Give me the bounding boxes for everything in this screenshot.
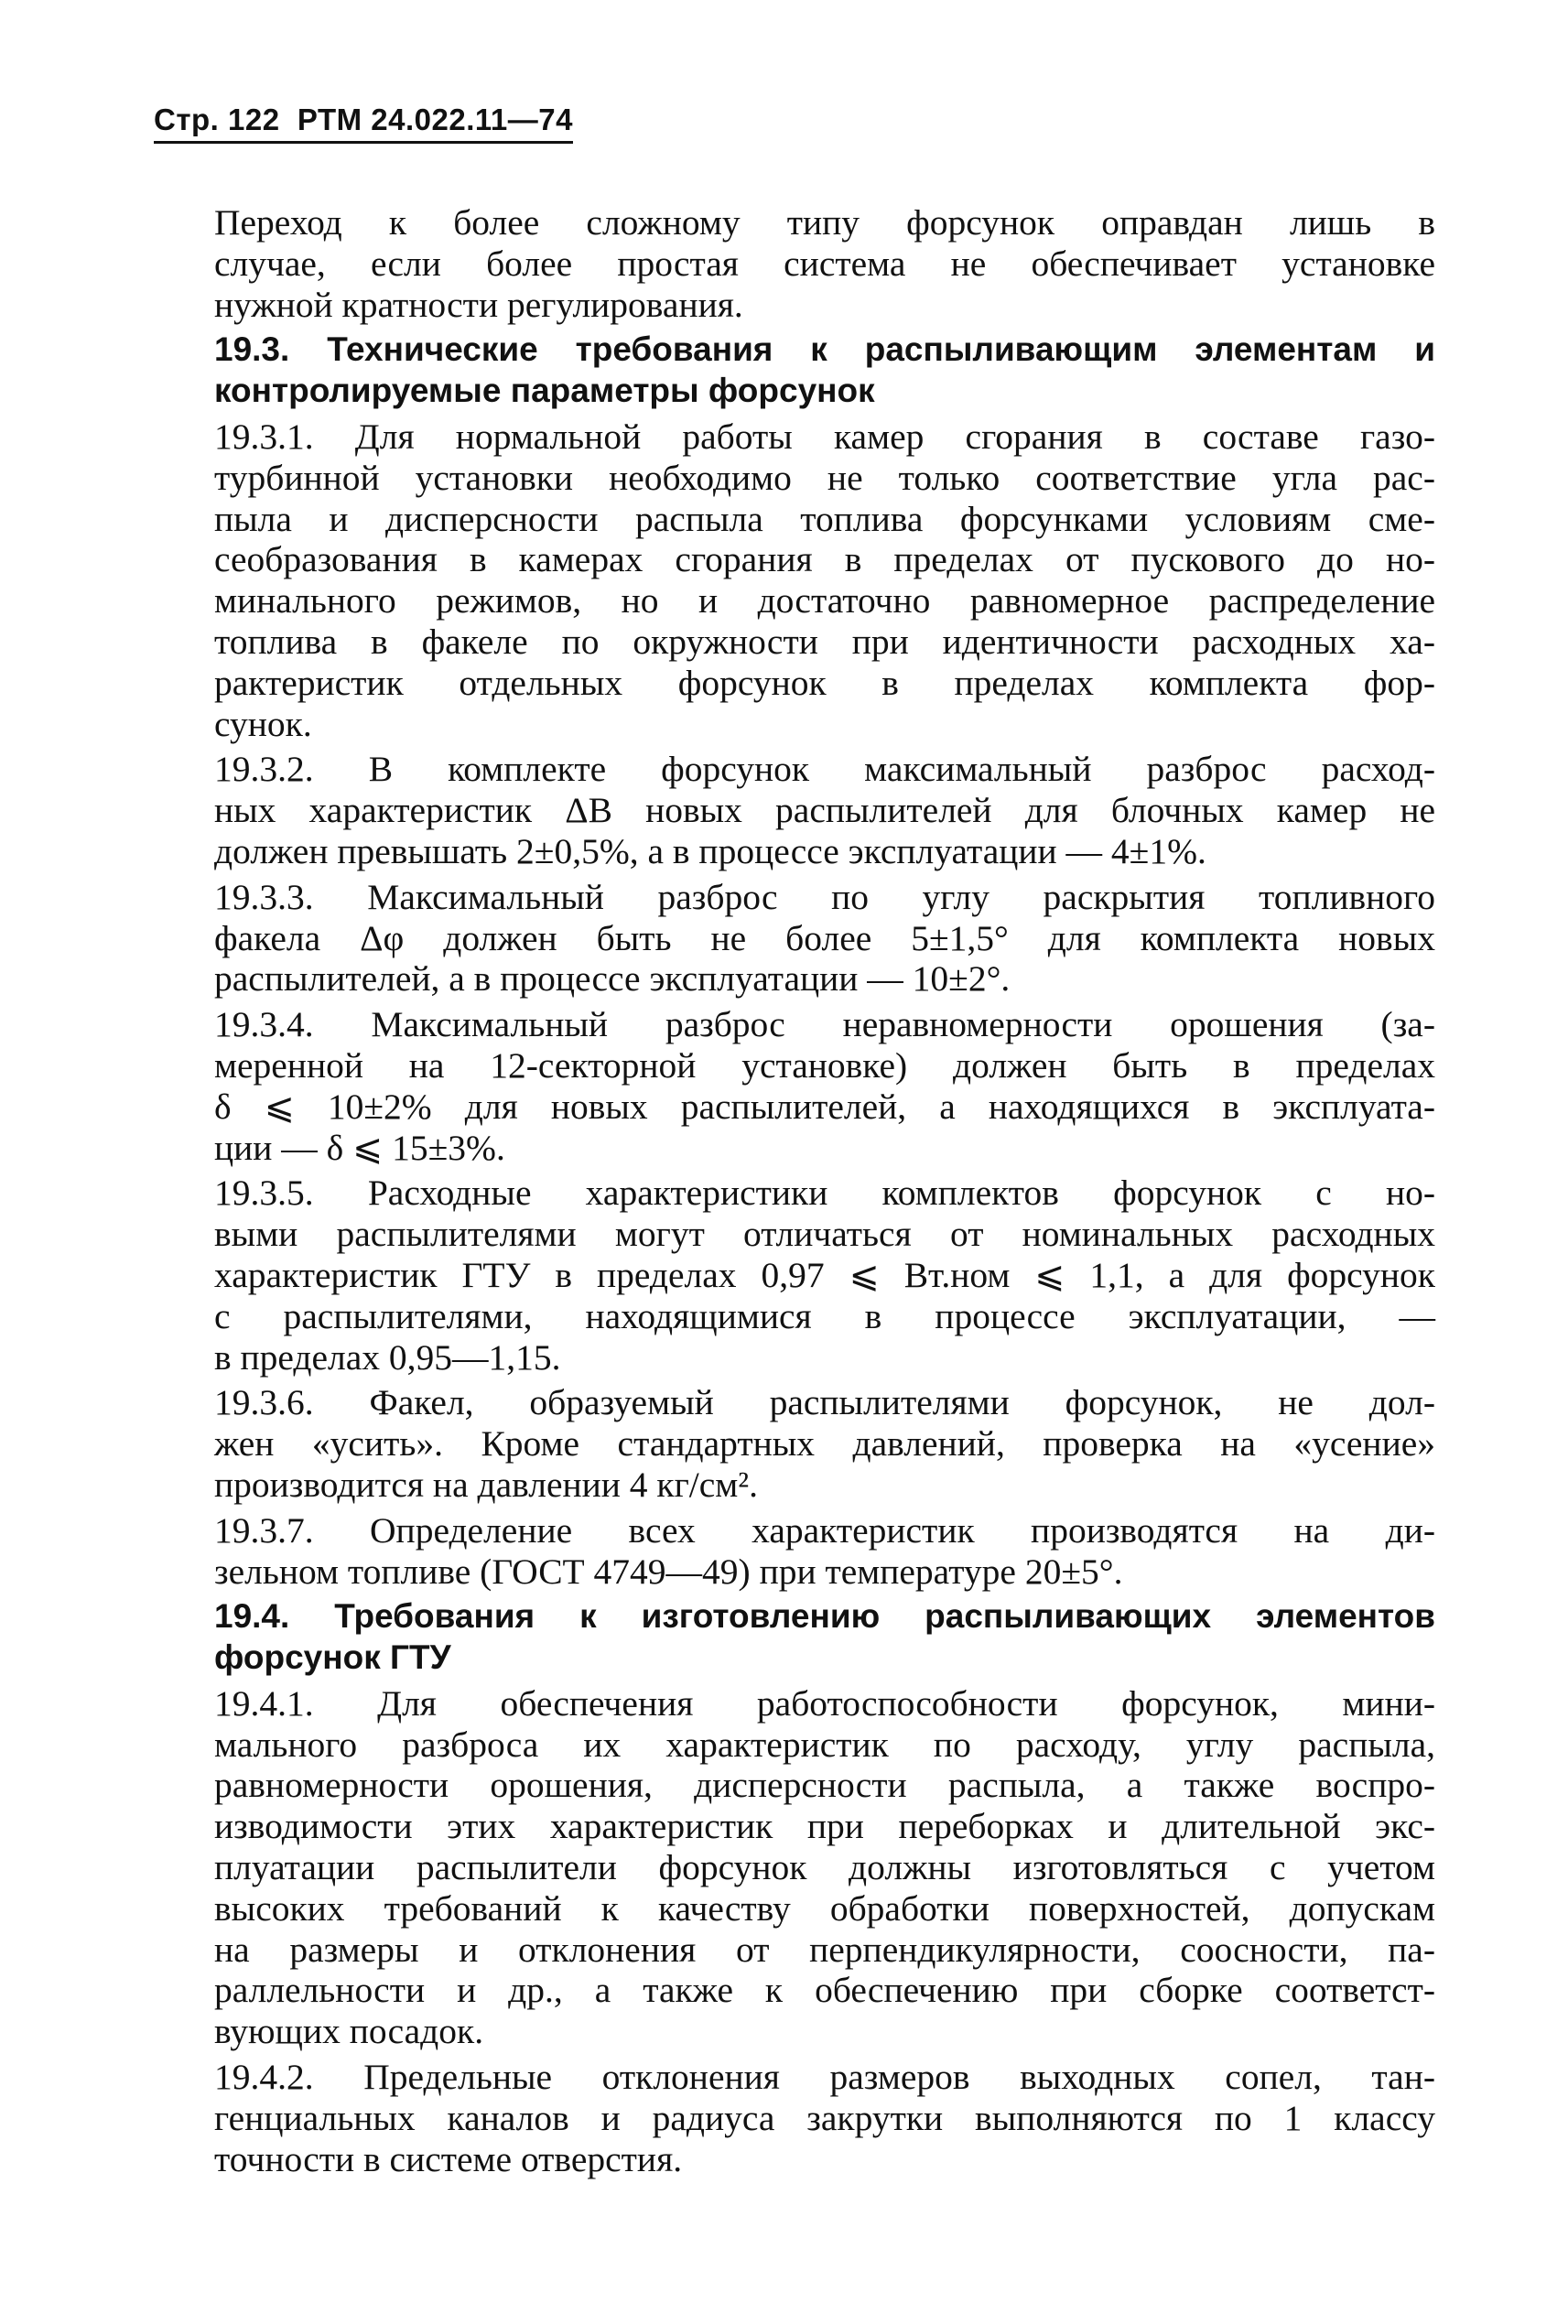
text-line: мального разброса их характеристик по расходу, углу распыла, xyxy=(214,1724,1435,1765)
text-line: меренной на 12-секторной установке) должен быть в пределах xyxy=(214,1044,1435,1086)
text-line: производится на давлении 4 кг/см². xyxy=(214,1464,759,1505)
text-line: генциальных каналов и радиуса закрутки выполняются по 1 классу xyxy=(214,2097,1435,2138)
text-line: должен превышать 2±0,5%, а в процессе эксплуатации — 4±1%. xyxy=(214,830,1206,871)
section-heading-19-3 xyxy=(154,330,1435,412)
text-line: 19.4.2. Предельные отклонения размеров выходных сопел, тан- xyxy=(214,2057,1435,2098)
text-line: случае, если более простая система не обеспечивает установке xyxy=(214,243,1435,284)
text-line: 19.3.1. Для нормальной работы камер сгорания в составе газо- xyxy=(214,416,1435,457)
text-line: 19.3.4. Максимальный разброс неравномерности орошения (за- xyxy=(214,1004,1435,1045)
text-line: δ ⩽ 10±2% для новых распылителей, а находящихся в эксплуата- xyxy=(214,1086,1435,1127)
text-line: с распылителями, находящимися в процессе эксплуатации, — xyxy=(214,1295,1435,1336)
text-line: точности в системе отверстия. xyxy=(214,2138,683,2179)
text-line: зельном топливе (ГОСТ 4749—49) при температуре 20±5°. xyxy=(214,1551,1123,1592)
text-line: 19.3.3. Максимальный разброс по углу раскрытия топливного xyxy=(214,876,1435,917)
paragraph-19-3-4 xyxy=(154,1004,1435,1168)
document-page xyxy=(154,103,1435,2184)
page-header xyxy=(154,103,573,144)
document-body xyxy=(154,202,1435,2179)
paragraph-19-4-1 xyxy=(154,1683,1435,2052)
text-line: плуатации распылители форсунок должны изготовляться с учетом xyxy=(214,1847,1435,1888)
paragraph-19-3-5 xyxy=(154,1173,1435,1378)
text-line: 19.4.1. Для обеспечения работоспособности форсунок, мини- xyxy=(214,1682,1435,1724)
page-number: Стр. 122 xyxy=(154,103,280,136)
text-line: топлива в факеле по окружности при идентичности расходных ха- xyxy=(214,621,1435,662)
text-line: ных характеристик ΔB новых распылителей для блочных камер не xyxy=(214,790,1435,831)
paragraph-19-3-6 xyxy=(154,1382,1435,1505)
text-line: контролируемые параметры форсунок xyxy=(214,372,875,410)
paragraph-19-3-7 xyxy=(154,1510,1435,1593)
text-line: 19.3.6. Факел, образуемый распылителями форсунок, не дол- xyxy=(214,1382,1435,1423)
text-line: на размеры и отклонения от перпендикулярности, соосности, па- xyxy=(214,1929,1435,1970)
text-line: выми распылителями могут отличаться от номинальных расходных xyxy=(214,1214,1435,1255)
paragraph-19-4-2 xyxy=(154,2057,1435,2179)
text-line: сеобразования в камерах сгорания в пределах от пускового до но- xyxy=(214,539,1435,580)
text-line: вующих посадок. xyxy=(214,2011,484,2052)
section-heading-19-4 xyxy=(154,1596,1435,1679)
text-line: равномерности орошения, дисперсности распыла, а также воспро- xyxy=(214,1765,1435,1806)
text-line: в пределах 0,95—1,15. xyxy=(214,1336,561,1378)
text-line: пыла и дисперсности распыла топлива форсунками условиям сме- xyxy=(214,498,1435,539)
paragraph-19-3-2 xyxy=(154,749,1435,871)
text-line: минального режимов, но и достаточно равномерное распределение xyxy=(214,580,1435,622)
paragraph-19-3-1 xyxy=(154,416,1435,744)
text-line: факела Δφ должен быть не более 5±1,5° для комплекта новых xyxy=(214,917,1435,958)
text-line: форсунок ГТУ xyxy=(214,1638,451,1677)
text-line: раллельности и др., а также к обеспечению при сборке соответст- xyxy=(214,1970,1435,2011)
text-line: рактеристик отдельных форсунок в пределах комплекта фор- xyxy=(214,662,1435,703)
document-code: РТМ 24.022.11—74 xyxy=(297,103,573,136)
text-line: 19.3. Технические требования к распыливающим элементам и xyxy=(214,330,1435,369)
paragraph-intro xyxy=(154,202,1435,325)
text-line: 19.3.5. Расходные характеристики комплектов форсунок с но- xyxy=(214,1173,1435,1214)
text-line: ции — δ ⩽ 15±3%. xyxy=(214,1127,505,1168)
text-line: нужной кратности регулирования. xyxy=(214,284,743,325)
text-line: 19.4. Требования к изготовлению распыливающих элементов xyxy=(214,1597,1435,1636)
text-line: распылителей, а в процессе эксплуатации — 10±2°. xyxy=(214,958,1011,1000)
text-line: сунок. xyxy=(214,703,312,744)
text-line: Переход к более сложному типу форсунок оправдан лишь в xyxy=(214,202,1435,243)
text-line: 19.3.2. В комплекте форсунок максимальный разброс расход- xyxy=(214,749,1435,790)
text-line: турбинной установки необходимо не только соответствие угла рас- xyxy=(214,457,1435,498)
text-line: характеристик ГТУ в пределах 0,97 ⩽ Bт.ном ⩽ 1,1, а для форсунок xyxy=(214,1254,1435,1295)
paragraph-19-3-3 xyxy=(154,877,1435,1000)
text-line: высоких требований к качеству обработки поверхностей, допускам xyxy=(214,1887,1435,1929)
text-line: жен «усить». Кроме стандартных давлений, проверка на «усение» xyxy=(214,1423,1435,1465)
text-line: 19.3.7. Определение всех характеристик производятся на ди- xyxy=(214,1509,1435,1551)
text-line: изводимости этих характеристик при переборках и длительной экс- xyxy=(214,1806,1435,1847)
